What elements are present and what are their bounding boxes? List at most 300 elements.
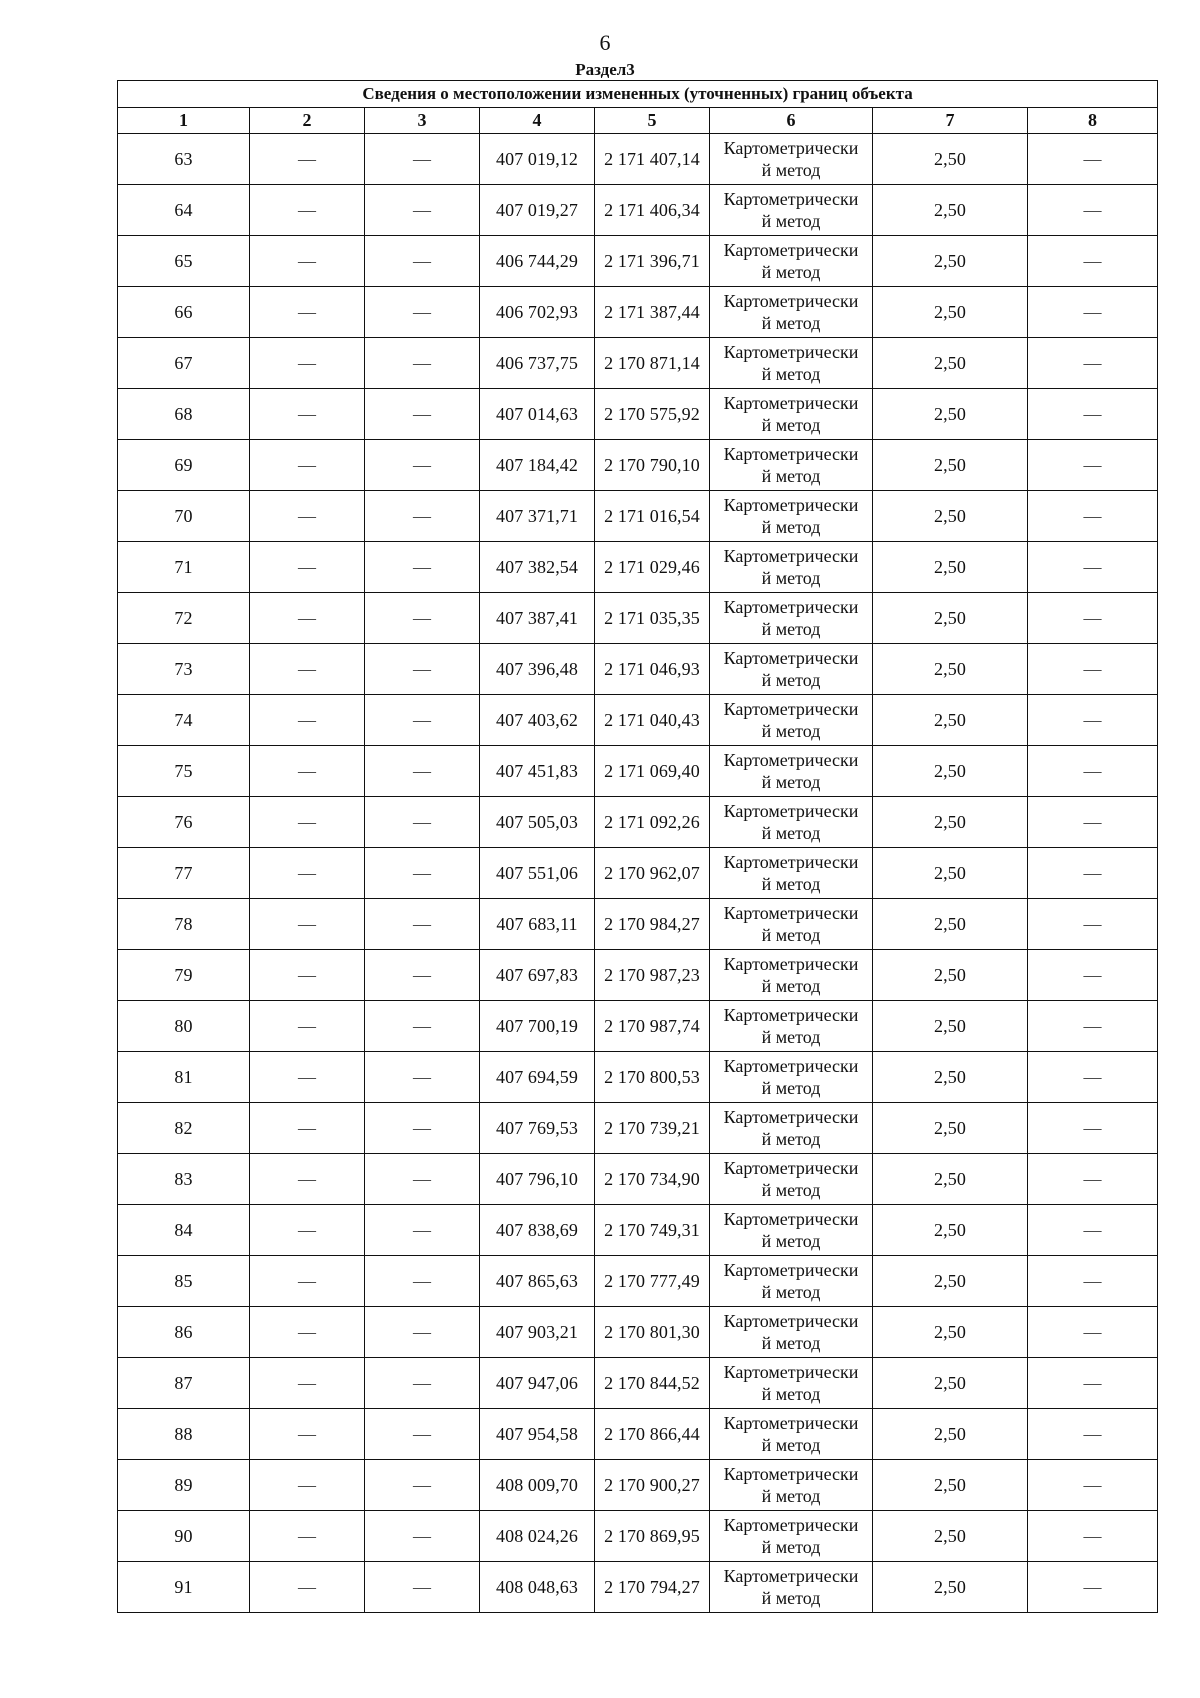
column-8-cell [1028, 1460, 1158, 1511]
coordinate-x-cell: 407 683,11 [480, 899, 595, 950]
method-line-1: Картометрически [723, 342, 859, 362]
precision-cell: 2,50 [873, 593, 1028, 644]
method-cell [710, 491, 873, 542]
point-number-cell: 73 [118, 644, 250, 695]
column-3-cell [365, 236, 480, 287]
column-3-cell [365, 491, 480, 542]
column-8-cell [1028, 1256, 1158, 1307]
dash-mark: — [1083, 148, 1102, 169]
column-3-cell [365, 950, 480, 1001]
dash-mark: — [1083, 1525, 1102, 1546]
method-line-2: й метод [761, 1588, 821, 1608]
table-row [118, 950, 1158, 1001]
column-8-cell [1028, 1409, 1158, 1460]
dash-mark: — [298, 454, 316, 475]
boundary-coordinates-table [117, 80, 1158, 1613]
point-number-cell: 65 [118, 236, 250, 287]
point-number-cell: 82 [118, 1103, 250, 1154]
method-line-2: й метод [761, 1282, 821, 1302]
dash-mark: — [413, 1015, 431, 1036]
table-row [118, 1307, 1158, 1358]
table-row [118, 389, 1158, 440]
column-number-header: 1 [118, 108, 250, 134]
coordinate-x-cell: 407 382,54 [480, 542, 595, 593]
column-8-cell [1028, 1562, 1158, 1613]
dash-mark: — [1083, 454, 1102, 475]
method-line-2: й метод [761, 1180, 821, 1200]
point-number-cell: 72 [118, 593, 250, 644]
dash-mark: — [1083, 709, 1102, 730]
method-line-1: Картометрически [723, 1107, 859, 1127]
dash-mark: — [1083, 1168, 1102, 1189]
column-8-cell [1028, 899, 1158, 950]
column-8-cell [1028, 1205, 1158, 1256]
method-line-1: Картометрически [723, 750, 859, 770]
table-row [118, 899, 1158, 950]
column-2-cell [250, 1307, 365, 1358]
coordinate-y-cell: 2 170 790,10 [595, 440, 710, 491]
dash-mark: — [413, 148, 431, 169]
coordinate-y-cell: 2 170 794,27 [595, 1562, 710, 1613]
column-number-header: 6 [710, 108, 873, 134]
dash-mark: — [413, 1219, 431, 1240]
method-line-2: й метод [761, 313, 821, 333]
precision-cell: 2,50 [873, 1511, 1028, 1562]
precision-cell: 2,50 [873, 746, 1028, 797]
dash-mark: — [413, 913, 431, 934]
coordinate-y-cell: 2 171 040,43 [595, 695, 710, 746]
coordinate-y-cell: 2 170 987,23 [595, 950, 710, 1001]
dash-mark: — [413, 250, 431, 271]
coordinate-x-cell: 407 396,48 [480, 644, 595, 695]
coordinate-y-cell: 2 171 046,93 [595, 644, 710, 695]
table-row [118, 695, 1158, 746]
coordinate-y-cell: 2 171 387,44 [595, 287, 710, 338]
method-line-1: Картометрически [723, 597, 859, 617]
method-line-2: й метод [761, 466, 821, 486]
dash-mark: — [413, 505, 431, 526]
method-line-2: й метод [761, 772, 821, 792]
method-line-2: й метод [761, 1129, 821, 1149]
method-line-2: й метод [761, 925, 821, 945]
method-line-1: Картометрически [723, 648, 859, 668]
precision-cell: 2,50 [873, 287, 1028, 338]
table-row [118, 746, 1158, 797]
table-row [118, 287, 1158, 338]
column-3-cell [365, 134, 480, 185]
column-8-cell [1028, 185, 1158, 236]
method-cell [710, 1307, 873, 1358]
dash-mark: — [298, 1168, 316, 1189]
coordinate-x-cell: 407 387,41 [480, 593, 595, 644]
method-cell [710, 695, 873, 746]
coordinate-y-cell: 2 170 869,95 [595, 1511, 710, 1562]
column-8-cell [1028, 134, 1158, 185]
dash-mark: — [298, 1321, 316, 1342]
column-2-cell [250, 1562, 365, 1613]
precision-cell: 2,50 [873, 950, 1028, 1001]
precision-cell: 2,50 [873, 389, 1028, 440]
page-number: 6 [599, 30, 611, 55]
column-2-cell [250, 1103, 365, 1154]
column-8-cell [1028, 389, 1158, 440]
dash-mark: — [298, 1576, 316, 1597]
dash-mark: — [413, 556, 431, 577]
coordinate-y-cell: 2 171 092,26 [595, 797, 710, 848]
column-2-cell [250, 236, 365, 287]
dash-mark: — [298, 709, 316, 730]
dash-mark: — [413, 403, 431, 424]
column-2-cell [250, 1154, 365, 1205]
dash-mark: — [298, 1270, 316, 1291]
method-cell [710, 950, 873, 1001]
dash-mark: — [1083, 913, 1102, 934]
coordinate-y-cell: 2 170 739,21 [595, 1103, 710, 1154]
table-row [118, 593, 1158, 644]
column-3-cell [365, 1511, 480, 1562]
dash-mark: — [413, 1321, 431, 1342]
column-3-cell [365, 746, 480, 797]
column-8-cell [1028, 746, 1158, 797]
method-line-2: й метод [761, 262, 821, 282]
method-cell [710, 134, 873, 185]
dash-mark: — [298, 301, 316, 322]
point-number-cell: 87 [118, 1358, 250, 1409]
column-3-cell [365, 1205, 480, 1256]
method-cell [710, 1358, 873, 1409]
dash-mark: — [1083, 964, 1102, 985]
column-8-cell [1028, 1307, 1158, 1358]
coordinate-y-cell: 2 170 575,92 [595, 389, 710, 440]
dash-mark: — [1083, 1372, 1102, 1393]
precision-cell: 2,50 [873, 236, 1028, 287]
column-2-cell [250, 950, 365, 1001]
dash-mark: — [413, 1117, 431, 1138]
column-2-cell [250, 440, 365, 491]
precision-cell: 2,50 [873, 848, 1028, 899]
table-row [118, 1205, 1158, 1256]
table-row [118, 848, 1158, 899]
table-row [118, 542, 1158, 593]
method-line-1: Картометрически [723, 291, 859, 311]
method-line-2: й метод [761, 823, 821, 843]
precision-cell: 2,50 [873, 1205, 1028, 1256]
dash-mark: — [1083, 1270, 1102, 1291]
column-3-cell [365, 389, 480, 440]
precision-cell: 2,50 [873, 1103, 1028, 1154]
column-3-cell [365, 287, 480, 338]
coordinate-y-cell: 2 171 396,71 [595, 236, 710, 287]
dash-mark: — [298, 607, 316, 628]
coordinate-x-cell: 406 702,93 [480, 287, 595, 338]
coordinate-y-cell: 2 170 962,07 [595, 848, 710, 899]
method-line-1: Картометрически [723, 138, 859, 158]
dash-mark: — [298, 1423, 316, 1444]
method-line-2: й метод [761, 1435, 821, 1455]
point-number-cell: 88 [118, 1409, 250, 1460]
point-number-cell: 68 [118, 389, 250, 440]
precision-cell: 2,50 [873, 1001, 1028, 1052]
dash-mark: — [413, 352, 431, 373]
method-line-1: Картометрически [723, 495, 859, 515]
method-line-2: й метод [761, 415, 821, 435]
coordinate-x-cell: 407 697,83 [480, 950, 595, 1001]
dash-mark: — [413, 1474, 431, 1495]
column-2-cell [250, 797, 365, 848]
coordinate-x-cell: 406 737,75 [480, 338, 595, 389]
dash-mark: — [1083, 658, 1102, 679]
table-body [118, 134, 1158, 1613]
column-2-cell [250, 593, 365, 644]
table-row [118, 1001, 1158, 1052]
coordinate-x-cell: 408 009,70 [480, 1460, 595, 1511]
precision-cell: 2,50 [873, 1409, 1028, 1460]
method-cell [710, 1409, 873, 1460]
column-3-cell [365, 338, 480, 389]
table-row [118, 1562, 1158, 1613]
method-line-1: Картометрически [723, 1005, 859, 1025]
dash-mark: — [1083, 1015, 1102, 1036]
column-8-cell [1028, 287, 1158, 338]
dash-mark: — [1083, 352, 1102, 373]
point-number-cell: 69 [118, 440, 250, 491]
dash-mark: — [413, 1372, 431, 1393]
dash-mark: — [413, 199, 431, 220]
column-number-header: 5 [595, 108, 710, 134]
column-8-cell [1028, 695, 1158, 746]
precision-cell: 2,50 [873, 644, 1028, 695]
column-3-cell [365, 899, 480, 950]
column-2-cell [250, 338, 365, 389]
column-2-cell [250, 1256, 365, 1307]
table-row [118, 1154, 1158, 1205]
dash-mark: — [1083, 301, 1102, 322]
table-row [118, 236, 1158, 287]
coordinate-y-cell: 2 171 069,40 [595, 746, 710, 797]
coordinate-x-cell: 407 903,21 [480, 1307, 595, 1358]
point-number-cell: 83 [118, 1154, 250, 1205]
method-cell [710, 1256, 873, 1307]
precision-cell: 2,50 [873, 1562, 1028, 1613]
column-3-cell [365, 1358, 480, 1409]
dash-mark: — [1083, 1423, 1102, 1444]
column-2-cell [250, 848, 365, 899]
dash-mark: — [1083, 1117, 1102, 1138]
point-number-cell: 71 [118, 542, 250, 593]
column-8-cell [1028, 236, 1158, 287]
method-cell [710, 1052, 873, 1103]
coordinate-y-cell: 2 171 029,46 [595, 542, 710, 593]
precision-cell: 2,50 [873, 899, 1028, 950]
dash-mark: — [298, 505, 316, 526]
column-8-cell [1028, 491, 1158, 542]
method-line-1: Картометрически [723, 1362, 859, 1382]
dash-mark: — [298, 1474, 316, 1495]
section-title: Раздел3 [575, 60, 635, 79]
precision-cell: 2,50 [873, 1358, 1028, 1409]
column-8-cell [1028, 1511, 1158, 1562]
method-line-1: Картометрически [723, 1260, 859, 1280]
coordinate-y-cell: 2 171 407,14 [595, 134, 710, 185]
dash-mark: — [298, 1117, 316, 1138]
coordinate-y-cell: 2 171 016,54 [595, 491, 710, 542]
column-2-cell [250, 389, 365, 440]
table-caption-row [118, 81, 1158, 108]
coordinate-x-cell: 407 865,63 [480, 1256, 595, 1307]
dash-mark: — [298, 862, 316, 883]
column-3-cell [365, 644, 480, 695]
column-2-cell [250, 287, 365, 338]
coordinate-y-cell: 2 170 871,14 [595, 338, 710, 389]
coordinate-x-cell: 408 048,63 [480, 1562, 595, 1613]
method-cell [710, 746, 873, 797]
point-number-cell: 89 [118, 1460, 250, 1511]
column-3-cell [365, 695, 480, 746]
point-number-cell: 77 [118, 848, 250, 899]
table-row [118, 1409, 1158, 1460]
method-line-1: Картометрически [723, 1413, 859, 1433]
dash-mark: — [298, 964, 316, 985]
coordinate-y-cell: 2 170 984,27 [595, 899, 710, 950]
dash-mark: — [1083, 607, 1102, 628]
column-3-cell [365, 593, 480, 644]
point-number-cell: 67 [118, 338, 250, 389]
coordinate-x-cell: 407 838,69 [480, 1205, 595, 1256]
method-line-2: й метод [761, 1078, 821, 1098]
method-line-1: Картометрически [723, 1515, 859, 1535]
method-cell [710, 185, 873, 236]
method-cell [710, 593, 873, 644]
precision-cell: 2,50 [873, 1460, 1028, 1511]
method-cell [710, 1154, 873, 1205]
method-cell [710, 1562, 873, 1613]
column-number-header: 4 [480, 108, 595, 134]
coordinate-x-cell: 407 371,71 [480, 491, 595, 542]
coordinate-y-cell: 2 170 800,53 [595, 1052, 710, 1103]
coordinate-x-cell: 407 796,10 [480, 1154, 595, 1205]
dash-mark: — [413, 709, 431, 730]
coordinate-x-cell: 407 954,58 [480, 1409, 595, 1460]
method-cell [710, 644, 873, 695]
method-line-2: й метод [761, 721, 821, 741]
method-line-2: й метод [761, 619, 821, 639]
column-3-cell [365, 542, 480, 593]
dash-mark: — [298, 1066, 316, 1087]
dash-mark: — [298, 199, 316, 220]
point-number-cell: 79 [118, 950, 250, 1001]
coordinate-y-cell: 2 170 900,27 [595, 1460, 710, 1511]
table-row [118, 491, 1158, 542]
dash-mark: — [413, 964, 431, 985]
method-line-1: Картометрически [723, 1158, 859, 1178]
table-row [118, 134, 1158, 185]
coordinate-y-cell: 2 170 749,31 [595, 1205, 710, 1256]
column-8-cell [1028, 797, 1158, 848]
coordinate-y-cell: 2 170 987,74 [595, 1001, 710, 1052]
precision-cell: 2,50 [873, 185, 1028, 236]
column-8-cell [1028, 1103, 1158, 1154]
dash-mark: — [298, 352, 316, 373]
dash-mark: — [413, 658, 431, 679]
method-line-1: Картометрически [723, 852, 859, 872]
dash-mark: — [413, 1066, 431, 1087]
column-number-header: 7 [873, 108, 1028, 134]
dash-mark: — [298, 403, 316, 424]
dash-mark: — [1083, 1321, 1102, 1342]
method-cell [710, 848, 873, 899]
precision-cell: 2,50 [873, 797, 1028, 848]
method-line-1: Картометрически [723, 1311, 859, 1331]
table-row [118, 1460, 1158, 1511]
dash-mark: — [413, 811, 431, 832]
precision-cell: 2,50 [873, 1256, 1028, 1307]
table-row [118, 1052, 1158, 1103]
method-line-2: й метод [761, 364, 821, 384]
method-cell [710, 389, 873, 440]
column-3-cell [365, 797, 480, 848]
method-cell [710, 1511, 873, 1562]
column-3-cell [365, 1256, 480, 1307]
column-2-cell [250, 1460, 365, 1511]
dash-mark: — [1083, 250, 1102, 271]
method-line-1: Картометрически [723, 1056, 859, 1076]
column-2-cell [250, 491, 365, 542]
column-3-cell [365, 440, 480, 491]
precision-cell: 2,50 [873, 440, 1028, 491]
point-number-cell: 78 [118, 899, 250, 950]
method-cell [710, 1460, 873, 1511]
method-cell [710, 338, 873, 389]
column-2-cell [250, 1001, 365, 1052]
method-cell [710, 1001, 873, 1052]
coordinate-x-cell: 407 551,06 [480, 848, 595, 899]
coordinate-y-cell: 2 171 035,35 [595, 593, 710, 644]
method-cell [710, 899, 873, 950]
column-number-header: 3 [365, 108, 480, 134]
point-number-cell: 66 [118, 287, 250, 338]
point-number-cell: 86 [118, 1307, 250, 1358]
coordinate-y-cell: 2 170 734,90 [595, 1154, 710, 1205]
dash-mark: — [298, 913, 316, 934]
dash-mark: — [1083, 811, 1102, 832]
coordinate-y-cell: 2 170 777,49 [595, 1256, 710, 1307]
method-line-2: й метод [761, 1537, 821, 1557]
dash-mark: — [413, 1168, 431, 1189]
column-8-cell [1028, 593, 1158, 644]
column-2-cell [250, 1052, 365, 1103]
column-8-cell [1028, 338, 1158, 389]
coordinate-x-cell: 407 184,42 [480, 440, 595, 491]
coordinate-y-cell: 2 171 406,34 [595, 185, 710, 236]
dash-mark: — [298, 148, 316, 169]
method-cell [710, 287, 873, 338]
coordinate-y-cell: 2 170 866,44 [595, 1409, 710, 1460]
coordinate-x-cell: 407 019,27 [480, 185, 595, 236]
table-row [118, 797, 1158, 848]
table-row [118, 1511, 1158, 1562]
point-number-cell: 81 [118, 1052, 250, 1103]
dash-mark: — [298, 760, 316, 781]
method-line-2: й метод [761, 1231, 821, 1251]
method-line-1: Картометрически [723, 393, 859, 413]
column-3-cell [365, 1154, 480, 1205]
dash-mark: — [1083, 862, 1102, 883]
column-number-header: 2 [250, 108, 365, 134]
precision-cell: 2,50 [873, 1154, 1028, 1205]
method-line-2: й метод [761, 160, 821, 180]
method-cell [710, 542, 873, 593]
method-line-1: Картометрически [723, 801, 859, 821]
